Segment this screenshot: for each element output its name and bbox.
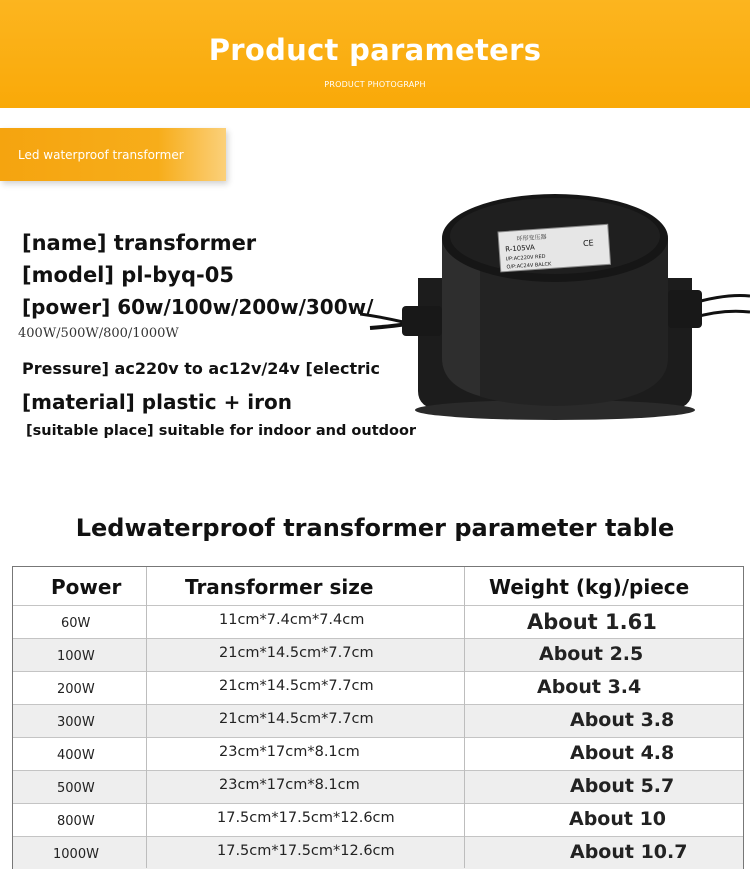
table-row [13,803,743,836]
table-row [13,770,743,803]
nameplate-brand: 环形变压器 [516,233,547,243]
header-banner [0,0,750,108]
cell-power: 800W [57,814,95,829]
header-size: Transformer size [185,575,374,599]
cell-size: 23cm*17cm*8.1cm [219,777,360,793]
cell-power: 300W [57,715,95,730]
table-title: Ledwaterproof transformer parameter table [75,514,675,542]
section-tag [0,128,226,181]
cell-size: 23cm*17cm*8.1cm [219,744,360,760]
column-divider [146,567,147,868]
header-power: Power [51,575,122,599]
spec-suitable-place: [suitable place] suitable for indoor and outdoor [26,423,417,439]
table-header-row [13,567,743,605]
cell-power: 400W [57,748,95,763]
spec-material: [material] plastic + iron [22,390,292,414]
spec-model: [model] pl-byq-05 [22,263,234,287]
cell-power: 500W [57,781,95,796]
nameplate-rating: R-105VA [504,243,536,254]
table-row [13,737,743,770]
table-row [13,671,743,704]
table-row [13,605,743,638]
parameter-table [12,566,744,869]
spec-name: [name] transformer [22,231,257,255]
page-subtitle: PRODUCT PHOTOGRAPH [324,80,426,89]
table-row [13,704,743,737]
cell-power: 1000W [53,847,99,862]
cell-weight: About 4.8 [570,742,675,764]
cell-weight: About 3.8 [570,709,675,731]
cell-power: 60W [61,616,91,631]
ce-mark-icon: CE [582,238,594,249]
section-tag-label: Led waterproof transformer [18,148,184,162]
cell-size: 17.5cm*17.5cm*12.6cm [217,843,395,859]
cable-gland-right-icon [668,290,702,328]
cable-gland-left-icon [402,306,442,336]
cell-power: 100W [57,649,95,664]
header-weight: Weight (kg)/piece [489,575,690,599]
product-photo [360,186,750,436]
spec-pressure: Pressure] ac220v to ac12v/24v [electric [22,359,380,378]
spec-power: [power] 60w/100w/200w/300w/ [22,295,374,319]
cell-size: 17.5cm*17.5cm*12.6cm [217,810,395,826]
cell-weight: About 3.4 [537,676,642,698]
cell-size: 21cm*14.5cm*7.7cm [219,645,374,661]
cell-weight: About 10 [569,808,667,830]
table-row [13,836,743,869]
cell-size: 21cm*14.5cm*7.7cm [219,711,374,727]
cell-weight: About 1.61 [527,610,657,634]
cell-weight: About 2.5 [539,643,644,665]
page-title: Product parameters [208,33,542,67]
nameplate-output: O/P:AC24V BALCK [506,261,552,271]
column-divider [464,567,465,868]
spec-power-continued: 400W/500W/800/1000W [18,326,179,341]
cell-size: 21cm*14.5cm*7.7cm [219,678,374,694]
cell-power: 200W [57,682,95,697]
cell-weight: About 5.7 [570,775,675,797]
table-row [13,638,743,671]
nameplate-input: I/P:AC220V RED [505,253,546,263]
cell-weight: About 10.7 [570,841,688,863]
cell-size: 11cm*7.4cm*7.4cm [219,612,365,628]
